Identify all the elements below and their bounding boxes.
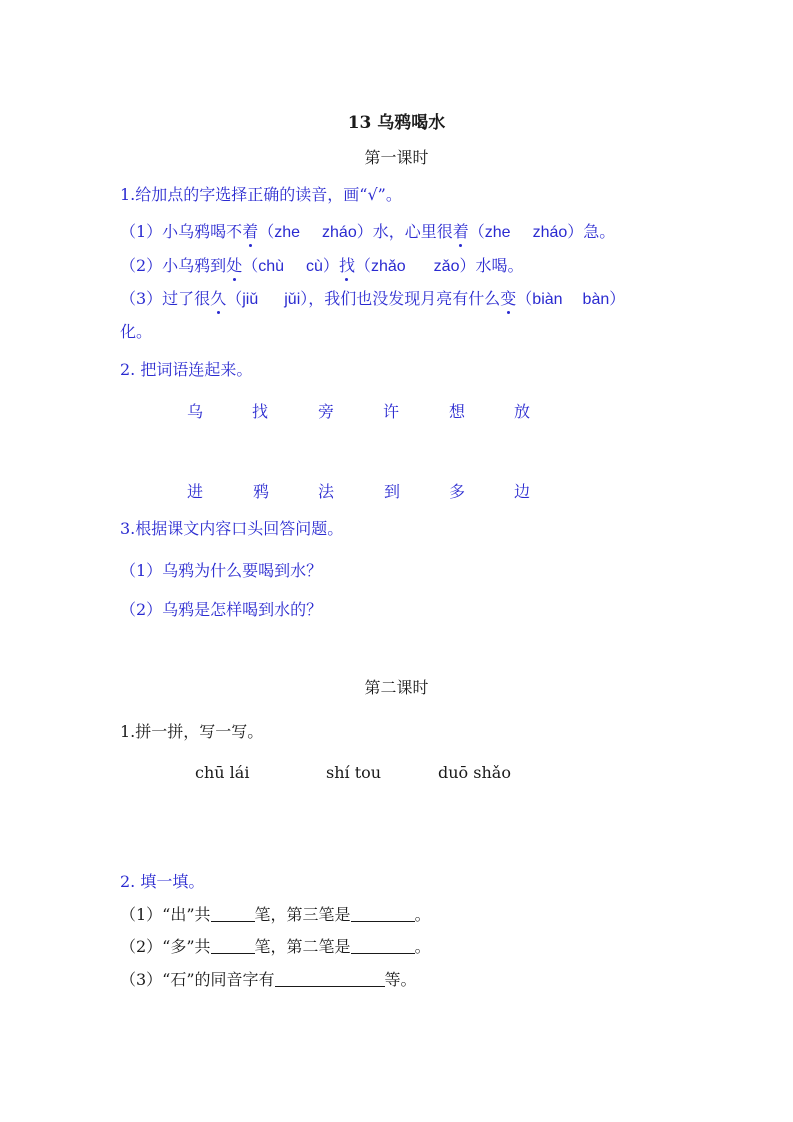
text: （ xyxy=(258,222,275,241)
dotted-char: 着 xyxy=(242,222,259,241)
text: 。 xyxy=(414,937,431,956)
l1-q3-item1: （1）乌鸦为什么要喝到水？ xyxy=(120,561,323,580)
pinyin-option: zhǎo xyxy=(370,258,406,275)
word-bottom[interactable]: 鸦 xyxy=(253,482,270,501)
l1-q1-stem: 1.给加点的字选择正确的读音，画“√”。 xyxy=(120,185,402,204)
word-bottom[interactable]: 边 xyxy=(514,482,531,501)
l2-q2-item1 xyxy=(120,904,431,926)
pinyin-option: chù xyxy=(258,258,285,275)
word-top[interactable]: 旁 xyxy=(318,402,335,421)
word-top[interactable]: 想 xyxy=(449,402,466,421)
text: （ xyxy=(516,289,533,308)
word-bottom[interactable]: 进 xyxy=(187,482,204,501)
text: （1）小乌鸦喝不 xyxy=(120,222,243,241)
l1-q2-stem: 2. 把词语连起来。 xyxy=(120,360,253,379)
text: （ xyxy=(242,256,259,275)
dotted-char: 处 xyxy=(226,256,243,275)
l2-q2-item3 xyxy=(120,969,417,991)
pinyin-option: cù xyxy=(306,258,323,275)
word-bottom[interactable]: 法 xyxy=(318,482,335,501)
lesson1-heading: 第一课时 xyxy=(364,148,429,167)
answer-blank[interactable] xyxy=(351,937,415,954)
text: ），我们也没发现月亮有什么 xyxy=(300,289,501,308)
text: （3）过了很 xyxy=(120,289,211,308)
word-top[interactable]: 放 xyxy=(514,402,531,421)
text: ）急。 xyxy=(567,222,616,241)
word-bottom[interactable]: 到 xyxy=(384,482,401,501)
text: ） xyxy=(322,256,339,275)
dotted-char: 久 xyxy=(210,289,227,308)
pinyin-option: zǎo xyxy=(433,258,460,275)
text: 。 xyxy=(414,905,431,924)
text: ）水，心里很 xyxy=(356,222,453,241)
pinyin-option: zháo xyxy=(322,224,357,241)
text: （ xyxy=(226,289,243,308)
answer-blank[interactable] xyxy=(351,905,415,922)
page-title: 13 乌鸦喝水 xyxy=(347,113,446,133)
pinyin-option: zhe xyxy=(484,224,511,241)
pinyin-option: bàn xyxy=(582,291,610,308)
l1-q3-item2: （2）乌鸦是怎样喝到水的？ xyxy=(120,600,323,619)
dotted-char: 找 xyxy=(338,256,355,275)
l1-q1-item2 xyxy=(120,255,523,278)
answer-blank[interactable] xyxy=(211,905,255,922)
text: 笔，第三笔是 xyxy=(254,905,351,924)
pinyin-option: biàn xyxy=(532,291,563,308)
pinyin-option: jǔi xyxy=(284,291,301,308)
pinyin-option: jiǔ xyxy=(242,291,259,308)
text: （2）小乌鸦到 xyxy=(120,256,227,275)
l2-q2-item2 xyxy=(120,936,431,958)
dotted-char: 着 xyxy=(452,222,469,241)
text: （ xyxy=(354,256,371,275)
pinyin-word: chū lái xyxy=(195,763,250,782)
text: ） xyxy=(609,289,626,308)
text: ）水喝。 xyxy=(459,256,524,275)
dotted-char: 变 xyxy=(500,289,517,308)
l1-q1-item1 xyxy=(120,221,615,244)
text: （1）“出”共 xyxy=(120,905,211,924)
word-top[interactable]: 许 xyxy=(383,402,400,421)
text: 笔，第二笔是 xyxy=(254,937,351,956)
l2-q1-stem: 1.拼一拼，写一写。 xyxy=(120,722,264,741)
answer-blank[interactable] xyxy=(211,937,255,954)
answer-blank[interactable] xyxy=(275,970,385,987)
text: 等。 xyxy=(384,970,417,989)
pinyin-word: shí tou xyxy=(326,763,382,782)
l1-q3-stem: 3.根据课文内容口头回答问题。 xyxy=(120,519,344,538)
word-bottom[interactable]: 多 xyxy=(449,482,466,501)
word-top[interactable]: 找 xyxy=(252,402,269,421)
text: （ xyxy=(468,222,485,241)
l2-q2-stem: 2. 填一填。 xyxy=(120,872,205,891)
l1-q1-item3-tail: 化。 xyxy=(120,322,153,341)
text: （3）“石”的同音字有 xyxy=(120,970,275,989)
text: （2）“多”共 xyxy=(120,937,211,956)
pinyin-word: duō shǎo xyxy=(438,763,511,782)
pinyin-option: zháo xyxy=(532,224,568,241)
word-top[interactable]: 乌 xyxy=(187,402,204,421)
lesson2-heading: 第二课时 xyxy=(364,678,429,697)
l1-q1-item3 xyxy=(120,288,625,311)
pinyin-option: zhe xyxy=(274,224,301,241)
